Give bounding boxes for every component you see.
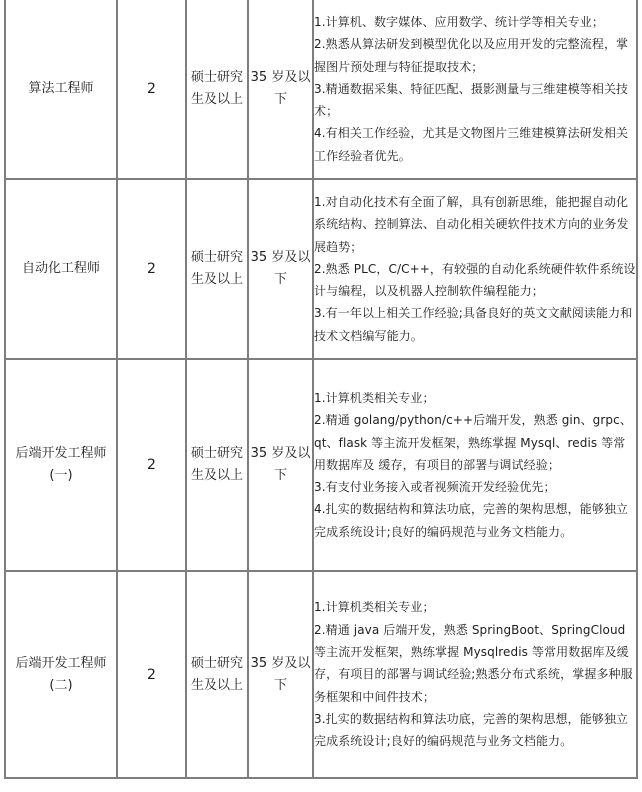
education: 硕士研究生及以上 <box>190 655 243 693</box>
headcount: 2 <box>147 81 156 97</box>
job-title-cell <box>5 571 117 778</box>
job-title: 自动化工程师 <box>21 261 100 276</box>
education: 硕士研究生及以上 <box>190 70 243 107</box>
education-cell <box>186 0 248 179</box>
requirements-cell <box>313 179 637 359</box>
headcount-cell <box>117 179 186 359</box>
table-row <box>5 0 637 179</box>
job-table-container <box>4 0 638 779</box>
age-cell <box>248 571 313 778</box>
age-limit: 35 岁及以下 <box>250 250 311 287</box>
job-title-cell <box>5 179 117 359</box>
requirement-item: 2.精通 java 后端开发，熟悉 SpringBoot、SpringCloud 等主流开发框架，熟练掌握 Mysqlredis 等常用数据库及缓存，有项目的部署与调试经验;熟悉分布式系统，掌握多种服务框架和中间件技术； <box>314 622 633 704</box>
age-limit: 35 岁及以下 <box>250 70 311 107</box>
headcount: 2 <box>147 261 156 277</box>
requirement-item: 1.计算机类相关专业； <box>314 390 435 405</box>
job-title: 算法工程师 <box>28 81 94 96</box>
headcount-cell <box>117 359 186 571</box>
requirements-cell <box>313 571 637 778</box>
age-cell <box>248 0 313 179</box>
age-limit: 35 岁及以下 <box>250 446 311 483</box>
requirement-item: 4.扎实的数据结构和算法功底，完善的架构思想，能够独立完成系统设计;良好的编码规范与业务文档能力。 <box>314 502 629 539</box>
requirement-item: 3.精通数据采集、特征匹配、摄影测量与三维建模等相关技术； <box>314 81 629 119</box>
requirement-item: 2.熟悉 PLC，C/C++，有较强的自动化系统硬件软件系统设计与编程，以及机器人控制软件编程能力； <box>314 261 636 299</box>
requirement-item: 3.有支付业务接入或者视频流开发经验优先； <box>314 480 556 495</box>
age-cell <box>248 179 313 359</box>
requirement-item: 3.扎实的数据结构和算法功底，完善的架构思想，能够独立完成系统设计;良好的编码规范与业务文档能力。 <box>314 711 629 749</box>
age-cell <box>248 359 313 571</box>
education-cell <box>186 571 248 778</box>
education-cell <box>186 179 248 359</box>
requirement-item: 2.熟悉从算法研发到模型优化以及应用开发的完整流程，掌握图片预处理与特征提取技术； <box>314 37 629 74</box>
headcount-cell <box>117 0 186 179</box>
job-title: 后端开发工程师(一) <box>15 446 107 483</box>
headcount: 2 <box>147 666 156 683</box>
requirement-item: 1.计算机、数字媒体、应用数学、统计学等相关专业； <box>314 14 604 29</box>
requirement-item: 1.计算机类相关专业； <box>314 600 435 615</box>
education: 硕士研究生及以上 <box>190 250 243 287</box>
requirement-item: 3.有一年以上相关工作经验;具备良好的英文文献阅读能力和技术文档编写能力。 <box>314 306 633 343</box>
job-title-cell <box>5 0 117 179</box>
table-row <box>5 571 637 778</box>
job-title: 后端开发工程师(二) <box>15 655 107 693</box>
requirement-item: 2.精通 golang/python/c++后端开发，熟悉 gin、grpc、qt、flask 等主流开发框架，熟练掌握 Mysql、redis 等常用数据库及 缓存，有项目的部署与调试经验； <box>314 413 632 472</box>
table-row <box>5 179 637 359</box>
requirements-cell <box>313 0 637 179</box>
education-cell <box>186 359 248 571</box>
headcount: 2 <box>147 457 156 473</box>
age-limit: 35 岁及以下 <box>250 655 311 693</box>
requirements-cell <box>313 359 637 571</box>
table-row <box>5 359 637 571</box>
requirement-item: 1.对自动化技术有全面了解，具有创新思维，能把握自动化系统结构、控制算法、自动化相关硬软件技术方向的业务发展趋势； <box>314 194 629 254</box>
headcount-cell <box>117 571 186 778</box>
job-requirements-table <box>4 0 638 779</box>
requirement-item: 4.有相关工作经验，尤其是文物图片三维建模算法研发相关工作经验者优先。 <box>314 126 629 163</box>
job-title-cell <box>5 359 117 571</box>
education: 硕士研究生及以上 <box>190 446 243 483</box>
